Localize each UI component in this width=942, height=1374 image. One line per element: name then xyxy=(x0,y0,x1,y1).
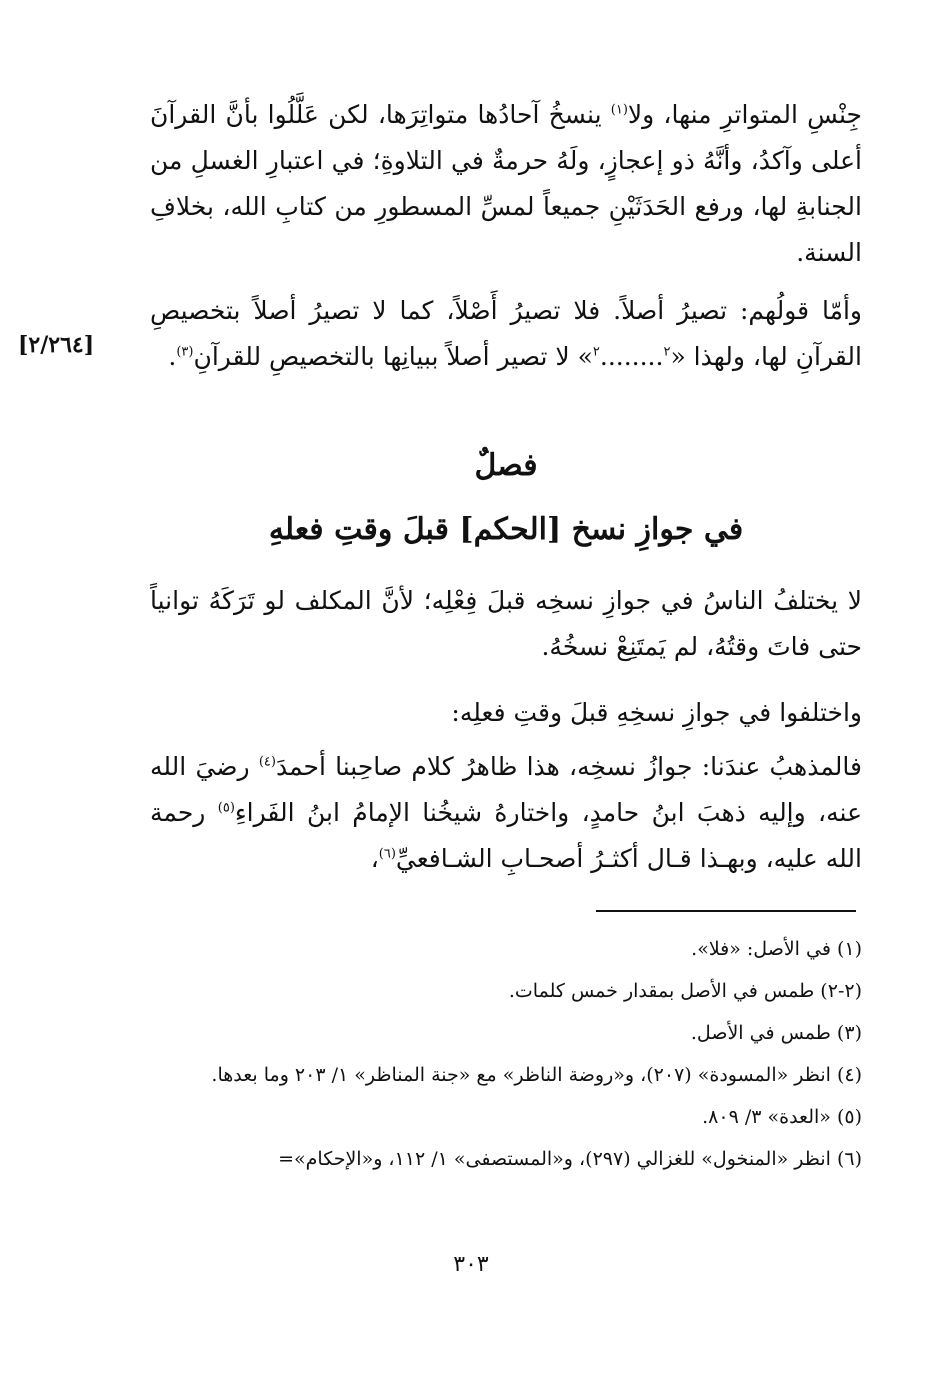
paragraph-2-text-c: » لا تصير أصلاً ببيانِها بالتخصيصِ للقرآنِ xyxy=(193,342,593,371)
footnote-marker-3: (٣) xyxy=(176,344,194,360)
footnote-1: (١) في الأصل: «فلا». xyxy=(691,938,862,960)
margin-page-reference: [٢/٢٦٤] xyxy=(18,332,95,358)
paragraph-2-text-a: وأمّا قولُهم: تصيرُ أصلاً. فلا تصيرُ أَصْلاً، كما لا تصيرُ أصلاً بتخصيصِ القرآنِ لها، ولهذا « xyxy=(150,296,862,371)
paragraph-5 xyxy=(150,744,862,882)
footnote-marker-2-start: ٢ xyxy=(663,344,671,360)
paragraph-5-text-d: ، xyxy=(370,844,379,873)
paragraph-5-text-b: رضيَ الله عنه، وإليه ذهبَ ابنُ حامدٍ، واختارهُ شيخُنا الإمامُ ابنُ الفَراءِ xyxy=(150,752,862,827)
footnote-marker-6: (٦) xyxy=(378,846,396,862)
footnote-marker-2-end: ٢ xyxy=(592,344,600,360)
footnote-3: (٣) طمس في الأصل. xyxy=(690,1022,862,1044)
paragraph-5-text-a: فالمذهبُ عندَنا: جوازُ نسخِه، هذا ظاهرُ كلام صاحِبنا أحمدَ xyxy=(275,752,862,781)
paragraph-4-text: واختلفوا في جوازِ نسخِهِ قبلَ وقتِ فعلِه: xyxy=(451,698,862,727)
paragraph-3 xyxy=(150,578,862,670)
footnote-divider xyxy=(596,910,856,912)
paragraph-1 xyxy=(150,92,862,276)
section-subheading: في جوازِ نسخ [الحكم] قبلَ وقتِ فعلهِ xyxy=(268,512,744,547)
paragraph-2-ellipsis: ........ xyxy=(599,342,664,371)
footnote-marker-5: (٥) xyxy=(217,800,235,816)
paragraph-2 xyxy=(150,288,862,380)
section-heading: فصلٌ xyxy=(474,448,538,483)
footnote-4: (٤) انظر «المسودة» (٢٠٧)، و«روضة الناظر» مع «جنة المناظر» ١/ ٢٠٣ وما بعدها. xyxy=(211,1064,862,1086)
footnotes xyxy=(150,928,862,1180)
paragraph-2-text-d: . xyxy=(168,342,177,371)
paragraph-4 xyxy=(150,690,862,736)
paragraph-5-text-c: رحمة الله عليه، وبهـذا قـال أكثـرُ أصحـابِ الشـافعيِّ xyxy=(150,798,862,873)
footnote-6: (٦) انظر «المنخول» للغزالي (٢٩٧)، و«المستصفى» ١/ ١١٢، و«الإحكام»= xyxy=(278,1148,862,1170)
page-number: ٣٠٣ xyxy=(453,1252,489,1277)
paragraph-3-text: لا يختلفُ الناسُ في جوازِ نسخِه قبلَ فِعْلِه؛ لأنَّ المكلف لو تَرَكَهُ توانياً حتى فاتَ وقتُهُ، لم يَمتَنِعْ نسخُهُ. xyxy=(150,586,862,661)
paragraph-1-text-a: جِنْسِ المتواترِ منها، ولا xyxy=(627,100,863,129)
footnote-5: (٥) «العدة» ٣/ ٨٠٩. xyxy=(702,1106,862,1128)
paragraph-1-text-b: ينسخُ آحادُها متواتِرَها، لكن عَلَّلُوا بأنَّ القرآنَ أعلى وآكدُ، وأنَّهُ ذو إعجازٍ، ولَهُ حرمةٌ في التلاوةِ؛ في اعتبارِ الغسلِ من الجنابةِ لها، ورفع الحَدَثَيْنِ جميعاً لمسِّ المسطورِ من كتابِ الله، بخلافِ السنة. xyxy=(150,100,862,267)
footnote-marker-4: (٤) xyxy=(258,754,276,770)
footnote-marker-1: (١) xyxy=(610,102,628,118)
footnote-2: (٢-٢) طمس في الأصل بمقدار خمس كلمات. xyxy=(508,980,862,1002)
